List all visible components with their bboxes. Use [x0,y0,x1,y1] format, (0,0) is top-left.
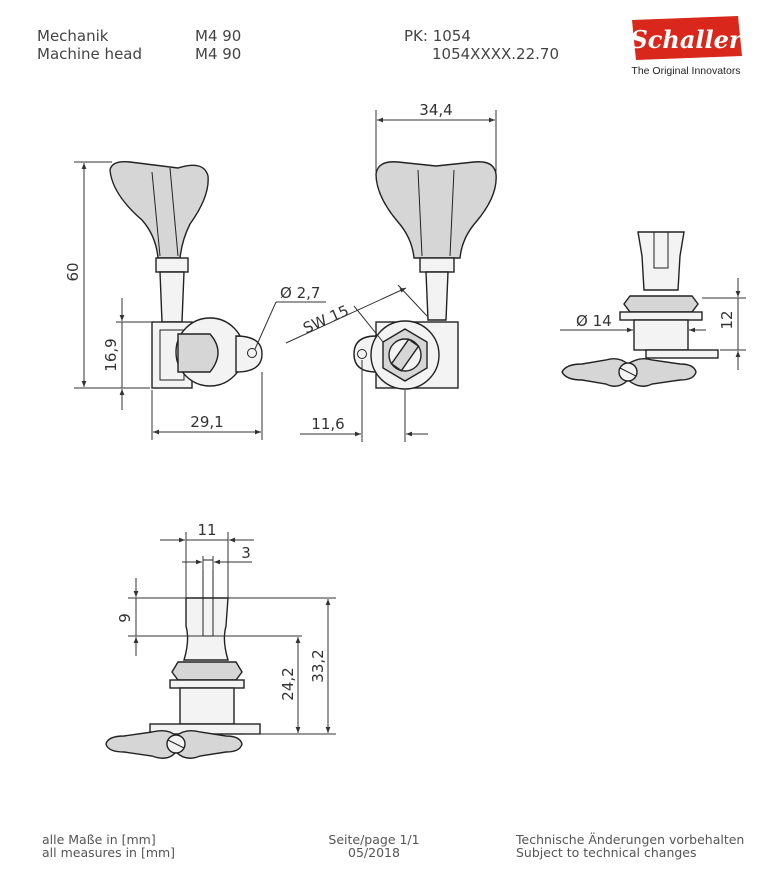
footer-page: Seite/page 1/1 [328,832,420,847]
post-detail-post [184,598,228,660]
dim-slot-width: 3 [241,544,251,562]
logo-brand-text: Schaller [630,25,742,54]
post-detail-nut [172,662,242,680]
front-view-bushing [634,320,688,350]
product-name-en: Machine head [37,45,143,63]
footer-date: 05/2018 [348,845,400,860]
pk-number: PK: 1054 [404,27,471,45]
back-view-shaft [426,272,448,320]
back-view [354,162,496,389]
footer-note-en: Subject to technical changes [516,845,697,860]
footer-units-de: alle Maße in [mm] [42,832,156,847]
dim-height-body: 16,9 [102,338,120,372]
dim-wrench-size: SW 15 [300,301,352,338]
side-view [110,162,262,388]
post-detail-washer [170,680,244,688]
dim-hole-diameter: Ø 2,7 [280,284,321,302]
side-view-collar [156,258,188,272]
back-view-collar [420,258,454,272]
footer-note-de: Technische Änderungen vorbehalten [516,832,745,847]
front-view-post [638,232,684,290]
footer-units-en: all measures in [mm] [42,845,176,860]
front-view-nut [624,296,698,312]
dim-bushing-height: 12 [718,310,736,330]
side-view-shaft [160,272,184,322]
logo-tagline: The Original Innovators [631,65,741,77]
dim-post-total: 33,2 [309,649,327,683]
model-de: M4 90 [195,27,242,45]
dim-height-total: 60 [64,262,82,282]
dim-offset: 11,6 [311,415,345,433]
product-name-de: Mechanik [37,27,109,45]
post-detail-bushing [180,688,234,724]
back-view-key [376,162,496,258]
article-number: 1054XXXX.22.70 [432,45,559,63]
front-view [562,232,718,386]
dim-slot-height: 9 [116,613,134,623]
dim-post-height: 24,2 [279,667,297,701]
dim-length-side: 29,1 [190,413,224,431]
dim-post-width: 11 [197,521,217,539]
post-detail-view [106,560,260,758]
dim-width-top: 34,4 [419,101,453,119]
model-en: M4 90 [195,45,242,63]
dim-bushing-diameter: Ø 14 [576,312,612,330]
back-view-dimensions [286,101,496,442]
front-view-washer [620,312,702,320]
